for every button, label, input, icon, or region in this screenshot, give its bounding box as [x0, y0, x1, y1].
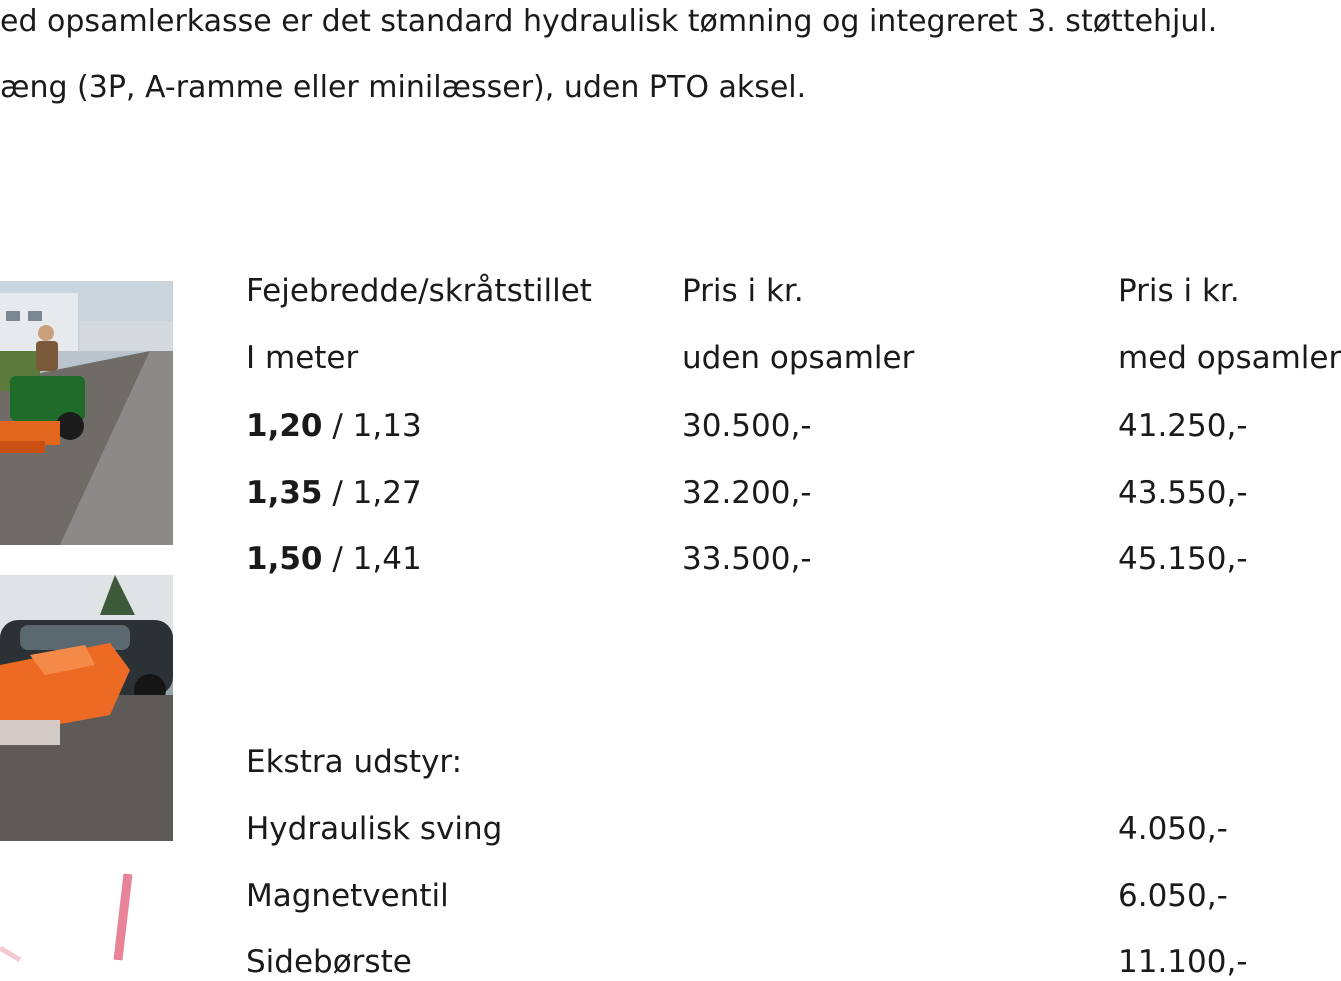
photo-side-brush	[0, 868, 173, 960]
price-without: 32.200,-	[682, 475, 812, 511]
extra-item-price: 4.050,-	[1118, 811, 1228, 847]
extra-item-price: 11.100,-	[1118, 944, 1248, 980]
header-price-with-sub: med opsamler	[1118, 340, 1341, 376]
extra-item-label: Hydraulisk sving	[246, 811, 503, 847]
extra-item-price: 6.050,-	[1118, 878, 1228, 914]
angled-value: / 1,27	[322, 475, 422, 511]
intro-line-2: æng (3P, A-ramme eller minilæsser), uden PTO aksel.	[0, 70, 807, 105]
price-without: 30.500,-	[682, 408, 812, 444]
width-value: 1,20	[246, 408, 323, 444]
photo-tractor-sweeper	[0, 281, 173, 545]
extras-title: Ekstra udstyr:	[246, 744, 463, 780]
table-row-width	[246, 407, 422, 445]
intro-line-1: ed opsamlerkasse er det standard hydraulisk tømning og integreret 3. støttehjul.	[0, 4, 1218, 39]
header-width: Fejebredde/skråtstillet	[246, 273, 592, 309]
header-price-with: Pris i kr.	[1118, 273, 1240, 309]
extra-item-label: Sidebørste	[246, 944, 412, 980]
table-row-width	[246, 474, 422, 512]
price-with: 41.250,-	[1118, 408, 1248, 444]
angled-value: / 1,41	[322, 541, 422, 577]
width-value: 1,35	[246, 475, 323, 511]
price-with: 45.150,-	[1118, 541, 1248, 577]
photo-sweeper-car	[0, 575, 173, 841]
table-row-width	[246, 540, 422, 578]
width-value: 1,50	[246, 541, 323, 577]
angled-value: / 1,13	[322, 408, 422, 444]
price-without: 33.500,-	[682, 541, 812, 577]
extra-item-label: Magnetventil	[246, 878, 449, 914]
header-price-without-sub: uden opsamler	[682, 340, 915, 376]
price-with: 43.550,-	[1118, 475, 1248, 511]
header-width-unit: I meter	[246, 340, 359, 376]
header-price-without: Pris i kr.	[682, 273, 804, 309]
